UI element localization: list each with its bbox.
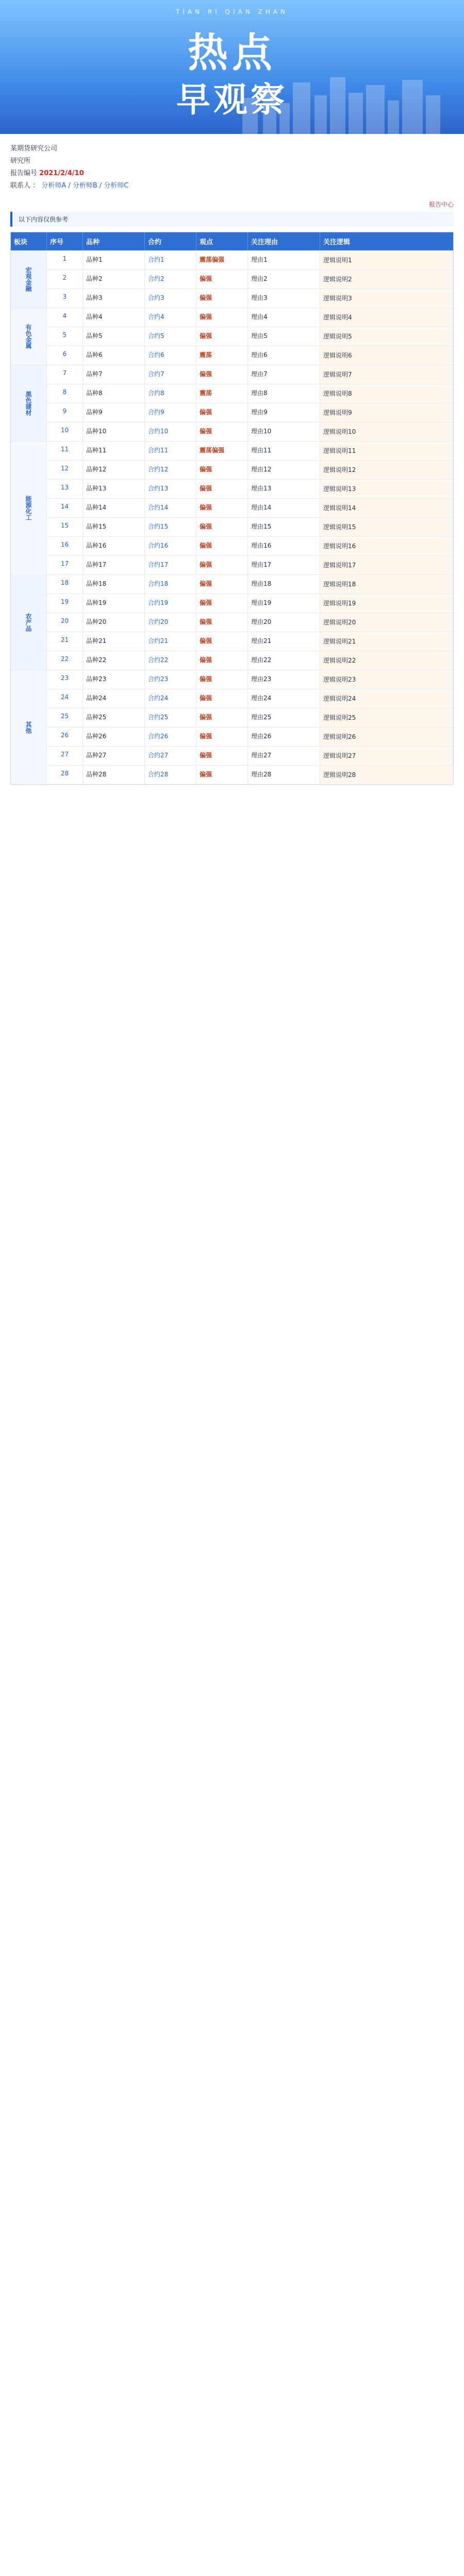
seq-cell: 23 (47, 670, 83, 689)
stance-cell: 偏强 (196, 365, 248, 384)
reason-cell: 理由27 (248, 746, 320, 765)
report-id-row (10, 168, 454, 179)
reason-cell: 理由20 (248, 613, 320, 632)
contract-cell: 合约20 (145, 613, 196, 632)
reason-cell: 理由11 (248, 441, 320, 460)
reason-cell: 理由7 (248, 365, 320, 384)
contract-cell: 合约5 (145, 327, 196, 346)
logic-cell: 逻辑说明2 (320, 269, 453, 289)
contract-cell: 合约1 (145, 250, 196, 269)
group-cell (11, 574, 47, 670)
contact-row: 联系人 ： 分析师A / 分析师B / 分析师C (10, 182, 129, 190)
variety-cell: 品种17 (83, 555, 145, 574)
stance-cell: 偏强 (196, 670, 248, 689)
logic-cell: 逻辑说明8 (320, 384, 453, 403)
seq-cell: 16 (47, 536, 83, 555)
header-seq: 序号 (47, 232, 83, 250)
seq-cell: 6 (47, 346, 83, 365)
variety-cell: 品种25 (83, 708, 145, 727)
logic-cell: 逻辑说明11 (320, 441, 453, 460)
seq-cell: 19 (47, 594, 83, 613)
logic-cell: 逻辑说明10 (320, 422, 453, 441)
seq-cell: 22 (47, 651, 83, 670)
stance-cell: 偏强 (196, 517, 248, 536)
stance-cell: 偏强 (196, 460, 248, 479)
header-variety: 品种 (83, 232, 145, 250)
variety-cell: 品种6 (83, 346, 145, 365)
logic-cell: 逻辑说明23 (320, 670, 453, 689)
seq-cell: 8 (47, 384, 83, 403)
logic-cell: 逻辑说明18 (320, 574, 453, 594)
header-stance: 观点 (196, 232, 248, 250)
seq-cell: 11 (47, 441, 83, 460)
contract-cell: 合约12 (145, 460, 196, 479)
reason-cell: 理由21 (248, 632, 320, 651)
stance-cell: 偏强 (196, 651, 248, 670)
seq-cell: 28 (47, 765, 83, 784)
variety-cell: 品种23 (83, 670, 145, 689)
contract-cell: 合约24 (145, 689, 196, 708)
report-id-label: 报告编号 (10, 170, 38, 177)
reason-cell: 理由5 (248, 327, 320, 346)
seq-cell: 20 (47, 613, 83, 632)
contract-cell: 合约9 (145, 403, 196, 422)
skyline-illustration (237, 72, 454, 134)
contract-cell: 合约8 (145, 384, 196, 403)
stance-cell: 偏强 (196, 594, 248, 613)
logic-cell: 逻辑说明13 (320, 479, 453, 498)
reason-cell: 理由4 (248, 308, 320, 327)
contract-cell: 合约19 (145, 594, 196, 613)
contact-prefix: 联系人 (10, 182, 31, 190)
stance-cell: 偏强 (196, 498, 248, 517)
stance-cell: 偏强 (196, 708, 248, 727)
contract-cell: 合约18 (145, 574, 196, 594)
banner-right-text: 报告中心 (428, 201, 454, 208)
seq-cell: 2 (47, 269, 83, 289)
contract-cell: 合约17 (145, 555, 196, 574)
contract-cell: 合约13 (145, 479, 196, 498)
seq-cell: 25 (47, 708, 83, 727)
group-cell (11, 250, 47, 308)
reason-cell: 理由18 (248, 574, 320, 594)
logic-cell: 逻辑说明21 (320, 632, 453, 651)
seq-cell: 13 (47, 479, 83, 498)
variety-cell: 品种12 (83, 460, 145, 479)
variety-cell: 品种28 (83, 765, 145, 784)
seq-cell: 5 (47, 327, 83, 346)
stance-cell: 偏强 (196, 727, 248, 746)
logic-cell: 逻辑说明1 (320, 250, 453, 269)
stance-cell: 偏强 (196, 327, 248, 346)
logic-cell: 逻辑说明5 (320, 327, 453, 346)
contract-cell: 合约16 (145, 536, 196, 555)
stance-cell: 震荡偏强 (196, 441, 248, 460)
department-name: 研究所 (10, 157, 31, 165)
seq-cell: 10 (47, 422, 83, 441)
reason-cell: 理由9 (248, 403, 320, 422)
company-row (10, 143, 454, 155)
reason-cell: 理由24 (248, 689, 320, 708)
header-logic: 关注逻辑 (323, 239, 351, 246)
reason-cell: 理由28 (248, 765, 320, 784)
header-title-line1: 热点 (187, 30, 276, 76)
contract-cell: 合约10 (145, 422, 196, 441)
stance-cell: 偏强 (196, 536, 248, 555)
report-meta (0, 134, 464, 197)
stance-cell: 偏强 (196, 555, 248, 574)
contract-cell: 合约21 (145, 632, 196, 651)
group-label: 其他 (25, 721, 32, 734)
variety-cell: 品种22 (83, 651, 145, 670)
contract-cell: 合约25 (145, 708, 196, 727)
header-contract: 合约 (145, 232, 196, 250)
stance-cell: 偏强 (196, 632, 248, 651)
variety-cell: 品种5 (83, 327, 145, 346)
variety-cell: 品种10 (83, 422, 145, 441)
variety-cell: 品种8 (83, 384, 145, 403)
reason-cell: 理由10 (248, 422, 320, 441)
header-reason: 关注理由 (248, 232, 320, 250)
logic-cell: 逻辑说明22 (320, 651, 453, 670)
seq-cell: 27 (47, 746, 83, 765)
reason-cell: 理由13 (248, 479, 320, 498)
stance-cell: 偏强 (196, 403, 248, 422)
stance-cell: 偏强 (196, 308, 248, 327)
seq-cell: 26 (47, 727, 83, 746)
reason-cell: 理由22 (248, 651, 320, 670)
stance-cell: 偏强 (196, 689, 248, 708)
logic-cell: 逻辑说明25 (320, 708, 453, 727)
stance-cell: 偏强 (196, 269, 248, 289)
slogan-row: 以下内容仅供参考 (10, 212, 454, 227)
logic-cell: 逻辑说明20 (320, 613, 453, 632)
variety-cell: 品种16 (83, 536, 145, 555)
reason-cell: 理由16 (248, 536, 320, 555)
variety-cell: 品种19 (83, 594, 145, 613)
logic-cell: 逻辑说明6 (320, 346, 453, 365)
logic-cell: 逻辑说明7 (320, 365, 453, 384)
variety-cell: 品种24 (83, 689, 145, 708)
reason-cell: 理由14 (248, 498, 320, 517)
variety-cell: 品种3 (83, 289, 145, 308)
stance-cell: 偏强 (196, 765, 248, 784)
contract-cell: 合约23 (145, 670, 196, 689)
logic-cell: 逻辑说明14 (320, 498, 453, 517)
group-label: 宏观金融 (25, 267, 32, 292)
logic-cell: 逻辑说明12 (320, 460, 453, 479)
stance-cell: 偏强 (196, 613, 248, 632)
logic-cell: 逻辑说明3 (320, 289, 453, 308)
stance-cell: 偏强 (196, 746, 248, 765)
variety-cell: 品种20 (83, 613, 145, 632)
contract-cell: 合约26 (145, 727, 196, 746)
reason-cell: 理由6 (248, 346, 320, 365)
logic-cell: 逻辑说明4 (320, 308, 453, 327)
reason-cell: 理由1 (248, 250, 320, 269)
seq-cell: 1 (47, 250, 83, 269)
header-tagline: TIAN RI QIAN ZHAN (176, 8, 288, 15)
variety-cell: 品种1 (83, 250, 145, 269)
reason-cell: 理由25 (248, 708, 320, 727)
reason-cell: 理由8 (248, 384, 320, 403)
seq-cell: 15 (47, 517, 83, 536)
group-label: 能源化工 (25, 496, 32, 520)
variety-cell: 品种7 (83, 365, 145, 384)
stance-cell: 偏强 (196, 574, 248, 594)
seq-cell: 9 (47, 403, 83, 422)
reason-cell: 理由15 (248, 517, 320, 536)
stance-cell: 偏强 (196, 422, 248, 441)
reason-cell: 理由23 (248, 670, 320, 689)
seq-cell: 4 (47, 308, 83, 327)
seq-cell: 21 (47, 632, 83, 651)
header-title-line2: 早观察 (176, 80, 288, 120)
reason-cell: 理由17 (248, 555, 320, 574)
table-header (11, 232, 453, 250)
seq-cell: 17 (47, 555, 83, 574)
logic-cell: 逻辑说明19 (320, 594, 453, 613)
stance-cell: 偏强 (196, 479, 248, 498)
variety-cell: 品种4 (83, 308, 145, 327)
contract-cell: 合约11 (145, 441, 196, 460)
contract-cell: 合约27 (145, 746, 196, 765)
contract-cell: 合约15 (145, 517, 196, 536)
group-cell (11, 365, 47, 441)
stance-cell: 震荡 (196, 346, 248, 365)
reason-cell: 理由3 (248, 289, 320, 308)
stance-cell: 偏强 (196, 289, 248, 308)
seq-cell: 12 (47, 460, 83, 479)
recommendations-table (10, 232, 454, 785)
contract-cell: 合约14 (145, 498, 196, 517)
contract-cell: 合约2 (145, 269, 196, 289)
variety-cell: 品种18 (83, 574, 145, 594)
contract-cell: 合约7 (145, 365, 196, 384)
reason-cell: 理由26 (248, 727, 320, 746)
reason-cell: 理由19 (248, 594, 320, 613)
variety-cell: 品种9 (83, 403, 145, 422)
report-id: 2021/2/4/10 (39, 170, 84, 177)
seq-cell: 18 (47, 574, 83, 594)
logic-cell: 逻辑说明27 (320, 746, 453, 765)
report-header (0, 0, 464, 134)
group-label: 有色金属 (25, 324, 32, 349)
variety-cell: 品种27 (83, 746, 145, 765)
table-body (11, 250, 453, 784)
variety-cell: 品种2 (83, 269, 145, 289)
variety-cell: 品种21 (83, 632, 145, 651)
stance-cell: 震荡偏强 (196, 250, 248, 269)
variety-cell: 品种11 (83, 441, 145, 460)
logic-cell: 逻辑说明15 (320, 517, 453, 536)
group-cell (11, 308, 47, 365)
reason-cell: 理由2 (248, 269, 320, 289)
logic-cell: 逻辑说明28 (320, 765, 453, 784)
seq-cell: 7 (47, 365, 83, 384)
contract-cell: 合约3 (145, 289, 196, 308)
logic-cell: 逻辑说明16 (320, 536, 453, 555)
logic-cell: 逻辑说明9 (320, 403, 453, 422)
contract-cell: 合约4 (145, 308, 196, 327)
reason-cell: 理由12 (248, 460, 320, 479)
group-cell (11, 670, 47, 784)
contract-cell: 合约28 (145, 765, 196, 784)
variety-cell: 品种15 (83, 517, 145, 536)
variety-cell: 品种14 (83, 498, 145, 517)
logic-cell: 逻辑说明26 (320, 727, 453, 746)
contact-values: 分析师A / 分析师B / 分析师C (41, 182, 129, 190)
group-cell (11, 441, 47, 574)
seq-cell: 3 (47, 289, 83, 308)
seq-cell: 24 (47, 689, 83, 708)
stance-cell: 震荡 (196, 384, 248, 403)
logic-cell: 逻辑说明24 (320, 689, 453, 708)
group-label: 农产品 (25, 613, 32, 632)
variety-cell: 品种26 (83, 727, 145, 746)
header-sector: 板块 (11, 232, 47, 250)
seq-cell: 14 (47, 498, 83, 517)
contract-cell: 合约6 (145, 346, 196, 365)
logic-cell: 逻辑说明17 (320, 555, 453, 574)
contract-cell: 合约22 (145, 651, 196, 670)
company-name: 某期货研究公司 (10, 145, 58, 152)
department-row (10, 156, 454, 167)
variety-cell: 品种13 (83, 479, 145, 498)
group-label: 黑色建材 (25, 391, 32, 416)
